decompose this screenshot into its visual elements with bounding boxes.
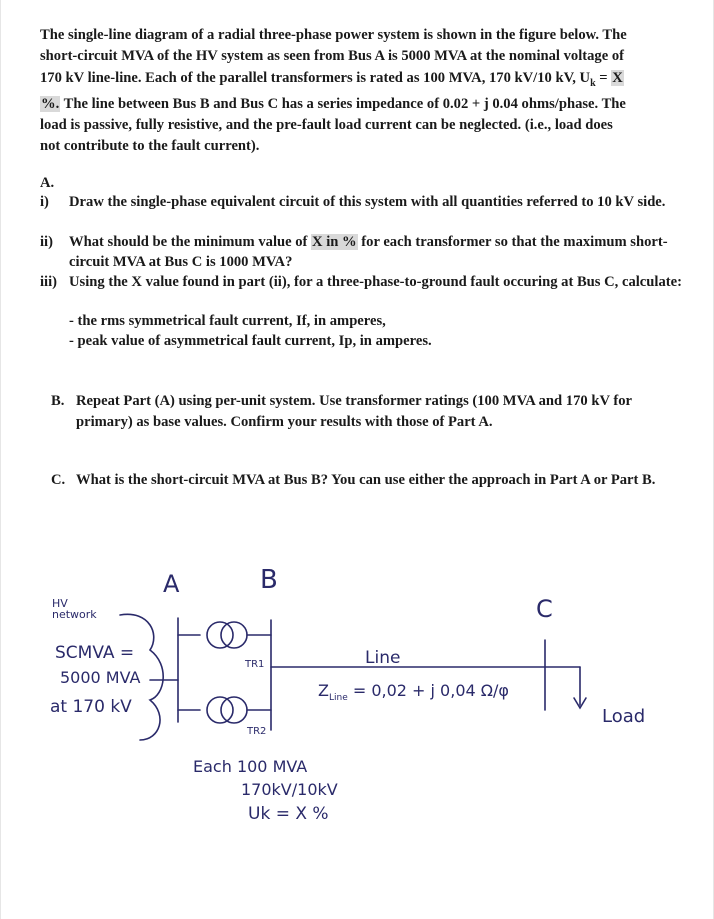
intro-line-4-text: The line between Bus B and Bus C has a series impedance of 0.02 + j 0.04 ohms/phase. The [60, 95, 626, 112]
line-label: Line [365, 648, 401, 668]
line-impedance: $Z_{Line} = 0,02 + j$ 0,04 Ω/φ [318, 681, 509, 704]
intro-line-3: 170 kV line-line. Each of the parallel transformers is rated as 100 MVA, 170 kV/10 kV, $U_k = X$ [40, 69, 623, 89]
transformer-uk-note: Uk = X % [248, 804, 329, 824]
scmva-value: 5000 MVA [60, 668, 141, 687]
bus-b-label: B [260, 565, 278, 595]
part-b-text: Repeat Part (A) using per-unit system. Use transformer ratings (100 MVA and 170 kV for primary) as base values. Confirm your results with those of Part A. [76, 393, 632, 430]
scmva-label: SCMVA = [55, 643, 135, 663]
item-ii-text: What should be the minimum value of X in % for each transformer so that the maximum short-circuit MVA at Bus C is 1000 MVA? [69, 234, 668, 270]
tr1-label: TR1 [245, 659, 265, 670]
intro-line-2: short-circuit MVA of the HV system as seen from Bus A is 5000 MVA at the nominal voltage of [40, 48, 625, 65]
item-i-number: i) [40, 194, 49, 210]
part-a-item-i [40, 192, 688, 232]
tr1-winding-2 [221, 622, 247, 648]
intro-line-4 [40, 94, 688, 115]
bullet-rms-current: - the rms symmetrical fault current, If, in amperes, [69, 313, 386, 329]
part-b-label: B. [51, 393, 65, 409]
item-ii-number: ii) [40, 234, 53, 250]
bus-c-label: C [536, 595, 553, 623]
part-c-label: C. [51, 472, 66, 488]
bus-a-label: A [163, 570, 180, 598]
part-a-item-iii [40, 272, 688, 312]
item-iii-number: iii) [40, 274, 58, 290]
part-a-label: A. [40, 175, 55, 191]
tr2-winding-1 [207, 697, 233, 723]
intro-line-6: not contribute to the fault current). [40, 138, 260, 155]
transformer-rating-note: Each 100 MVA [193, 757, 308, 776]
part-a-item-ii [40, 232, 688, 272]
bullet-peak-current: - peak value of asymmetrical fault current, Ip, in amperes. [69, 333, 432, 349]
uk-subscript: k [590, 77, 596, 89]
load-label: Load [602, 706, 646, 727]
tr2-winding-2 [221, 697, 247, 723]
problem-statement [40, 25, 688, 158]
network-label: network [52, 608, 97, 621]
tr1-winding-1 [207, 622, 233, 648]
part-c-text: What is the short-circuit MVA at Bus B? You can use either the approach in Part A or Part B. [76, 472, 656, 488]
percent-highlight: %. [41, 95, 60, 112]
intro-line-1: The single-line diagram of a radial three-phase power system is shown in the figure below. The [40, 27, 627, 43]
item-iii-text: Using the X value found in part (ii), for a three-phase-to-ground fault occuring at Bus C, calculate: [69, 274, 682, 290]
intro-line-5: load is passive, fully resistive, and the pre-fault load current can be neglected. (i.e., load does [40, 117, 613, 134]
item-i-text: Draw the single-phase equivalent circuit of this system with all quantities referred to 10 kV side. [69, 194, 666, 210]
scmva-voltage: at 170 kV [50, 697, 132, 717]
x-highlight: X [612, 69, 623, 86]
x-in-percent-highlight: X in % [312, 234, 357, 250]
transformer-voltage-note: 170kV/10kV [241, 780, 338, 799]
hv-label: HV [52, 597, 68, 610]
tr2-label: TR2 [247, 726, 267, 737]
